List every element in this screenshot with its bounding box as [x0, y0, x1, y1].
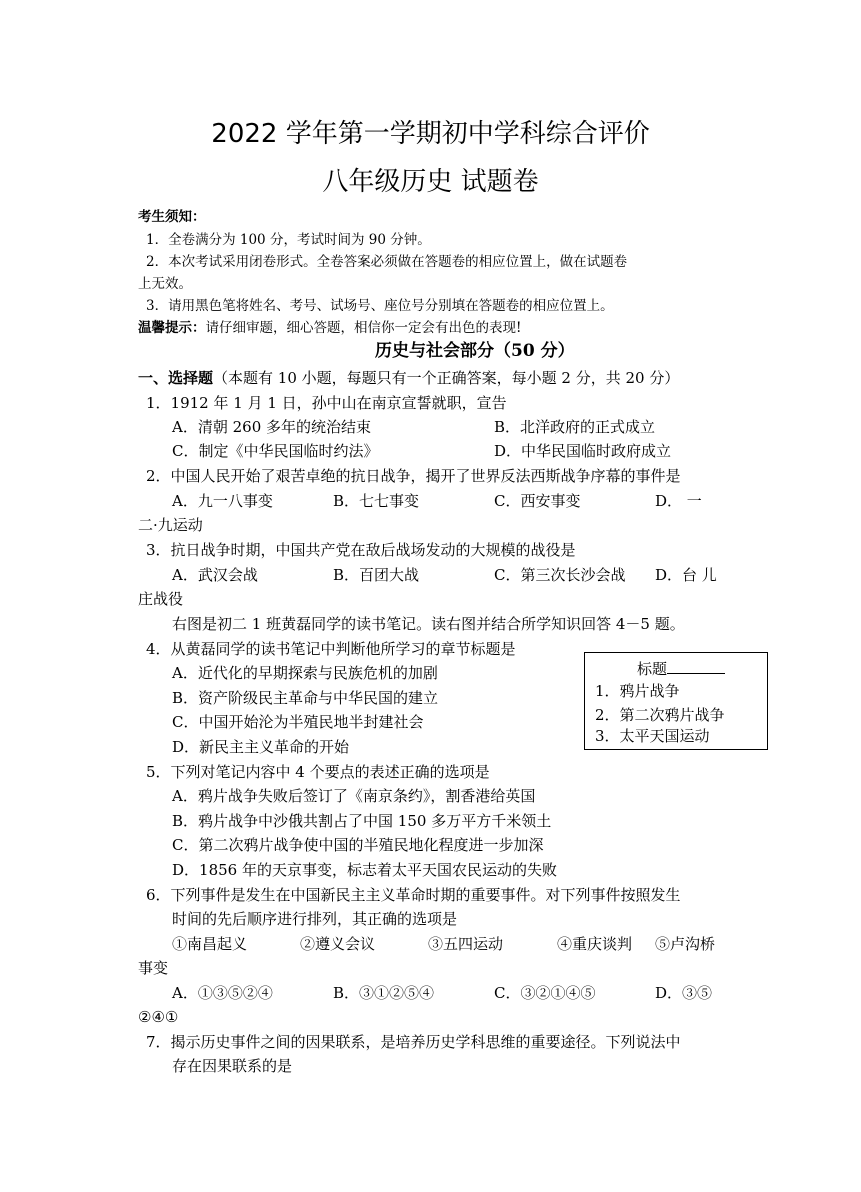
q2-stem: 2．中国人民开始了艰苦卓绝的抗日战争，揭开了世界反法西斯战争序幕的事件是 — [146, 467, 681, 485]
q3-option-a: A．武汉会战 — [172, 566, 258, 584]
q4-option-a: A．近代化的早期探索与民族危机的加剧 — [172, 664, 438, 682]
q2-option-d-cont: 二·九运动 — [138, 516, 203, 534]
q6-event-5: ⑤卢沟桥 — [655, 935, 716, 953]
q6-option-c: C．③②①④⑤ — [494, 984, 596, 1002]
note-item-1: 1．鸦片战争 — [595, 682, 680, 700]
q6-event-2: ②遵义会议 — [300, 935, 376, 953]
q5-stem: 5．下列对笔记内容中 4 个要点的表述正确的选项是 — [146, 763, 490, 781]
q2-option-b: B．七七事变 — [333, 492, 420, 510]
note-title-label: 标题 — [637, 660, 668, 678]
q6-event-5-cont: 事变 — [138, 959, 169, 977]
q6-stem-line1: 6．下列事件是发生在中国新民主主义革命时期的重要事件。对下列事件按照发生 — [146, 886, 681, 904]
notice-heading: 考生须知： — [138, 209, 206, 225]
q3-option-d: D．台 儿 — [655, 566, 717, 584]
notice-item-2: 2．本次考试采用闭卷形式。全卷答案必须做在答题卷的相应位置上，做在试题卷 — [146, 254, 628, 270]
q3-option-d-cont: 庄战役 — [138, 590, 184, 608]
part1-heading — [138, 369, 679, 387]
part1-label: 一、选择题 — [138, 369, 214, 387]
q6-stem-line2: 时间的先后顺序进行排列，其正确的选项是 — [172, 910, 458, 928]
q4-option-c: C．中国开始沦为半殖民地半封建社会 — [172, 713, 424, 731]
q7-stem-line2: 存在因果联系的是 — [172, 1057, 293, 1075]
q6-event-3: ③五四运动 — [428, 935, 504, 953]
q6-option-a: A．①③⑤②④ — [172, 984, 273, 1002]
q1-option-b: B．北洋政府的正式成立 — [494, 418, 656, 436]
note-item-2: 2．第二次鸦片战争 — [595, 706, 725, 724]
q5-option-d: D．1856 年的天京事变，标志着太平天国农民运动的失败 — [172, 861, 557, 879]
notice-item-3: 3．请用黑色笔将姓名、考号、试场号、座位号分别填在答题卷的相应位置上。 — [146, 298, 614, 314]
q5-option-c: C．第二次鸦片战争使中国的半殖民地化程度进一步加深 — [172, 836, 544, 854]
exam-title: 2022 学年第一学期初中学科综合评价 — [211, 119, 650, 149]
q6-event-4: ④重庆谈判 — [557, 935, 633, 953]
q7-stem-line1: 7．揭示历史事件之间的因果联系，是培养历史学科思维的重要途径。下列说法中 — [146, 1033, 681, 1051]
section-title: 历史与社会部分（50 分） — [375, 341, 575, 361]
q2-option-c: C．西安事变 — [494, 492, 581, 510]
q2-option-d: D． 一 — [655, 492, 702, 510]
q1-option-c: C．制定《中华民国临时约法》 — [172, 442, 379, 460]
q6-option-d-cont: ②④① — [138, 1008, 179, 1026]
q3-option-b: B．百团大战 — [333, 566, 420, 584]
q1-option-d: D．中华民国临时政府成立 — [494, 442, 672, 460]
q5-option-b: B．鸦片战争中沙俄共割占了中国 150 多万平方千米领土 — [172, 812, 552, 830]
exam-subtitle: 八年级历史 试题卷 — [322, 167, 539, 197]
notice-tip — [138, 319, 521, 337]
part1-desc: （本题有 10 小题，每题只有一个正确答案，每小题 2 分，共 20 分） — [213, 369, 680, 387]
q3-option-c: C．第三次长沙会战 — [494, 566, 626, 584]
q6-event-1: ①南昌起义 — [172, 935, 248, 953]
note-title — [637, 659, 725, 678]
q2-option-a: A．九一八事变 — [172, 492, 273, 510]
q5-option-a: A．鸦片战争失败后签订了《南京条约》，割香港给英国 — [172, 787, 536, 805]
notice-item-1: 1．全卷满分为 100 分，考试时间为 90 分钟。 — [146, 232, 431, 248]
note-item-3: 3．太平天国运动 — [595, 727, 710, 745]
q6-option-d: D．③⑤ — [655, 984, 713, 1002]
q1-option-a: A．清朝 260 多年的统治结束 — [172, 418, 372, 436]
q4-stem: 4．从黄磊同学的读书笔记中判断他所学习的章节标题是 — [146, 640, 516, 658]
intro-q4-5: 右图是初二 1 班黄磊同学的读书笔记。读右图并结合所学知识回答 4－5 题。 — [172, 615, 685, 633]
q3-stem: 3．抗日战争时期，中国共产党在敌后战场发动的大规模的战役是 — [146, 541, 576, 559]
notice-item-2-cont: 上无效。 — [138, 276, 192, 292]
reading-note-box — [584, 652, 768, 750]
q6-option-b: B．③①②⑤④ — [333, 984, 435, 1002]
q4-option-b: B．资产阶级民主革命与中华民国的建立 — [172, 689, 439, 707]
tip-label: 温馨提示： — [138, 320, 206, 336]
tip-text: 请仔细审题，细心答题，相信你一定会有出色的表现! — [205, 320, 522, 336]
q1-stem: 1．1912 年 1 月 1 日，孙中山在南京宣誓就职，宣告 — [146, 394, 507, 412]
q4-option-d: D．新民主主义革命的开始 — [172, 738, 350, 756]
note-title-blank — [667, 659, 725, 674]
